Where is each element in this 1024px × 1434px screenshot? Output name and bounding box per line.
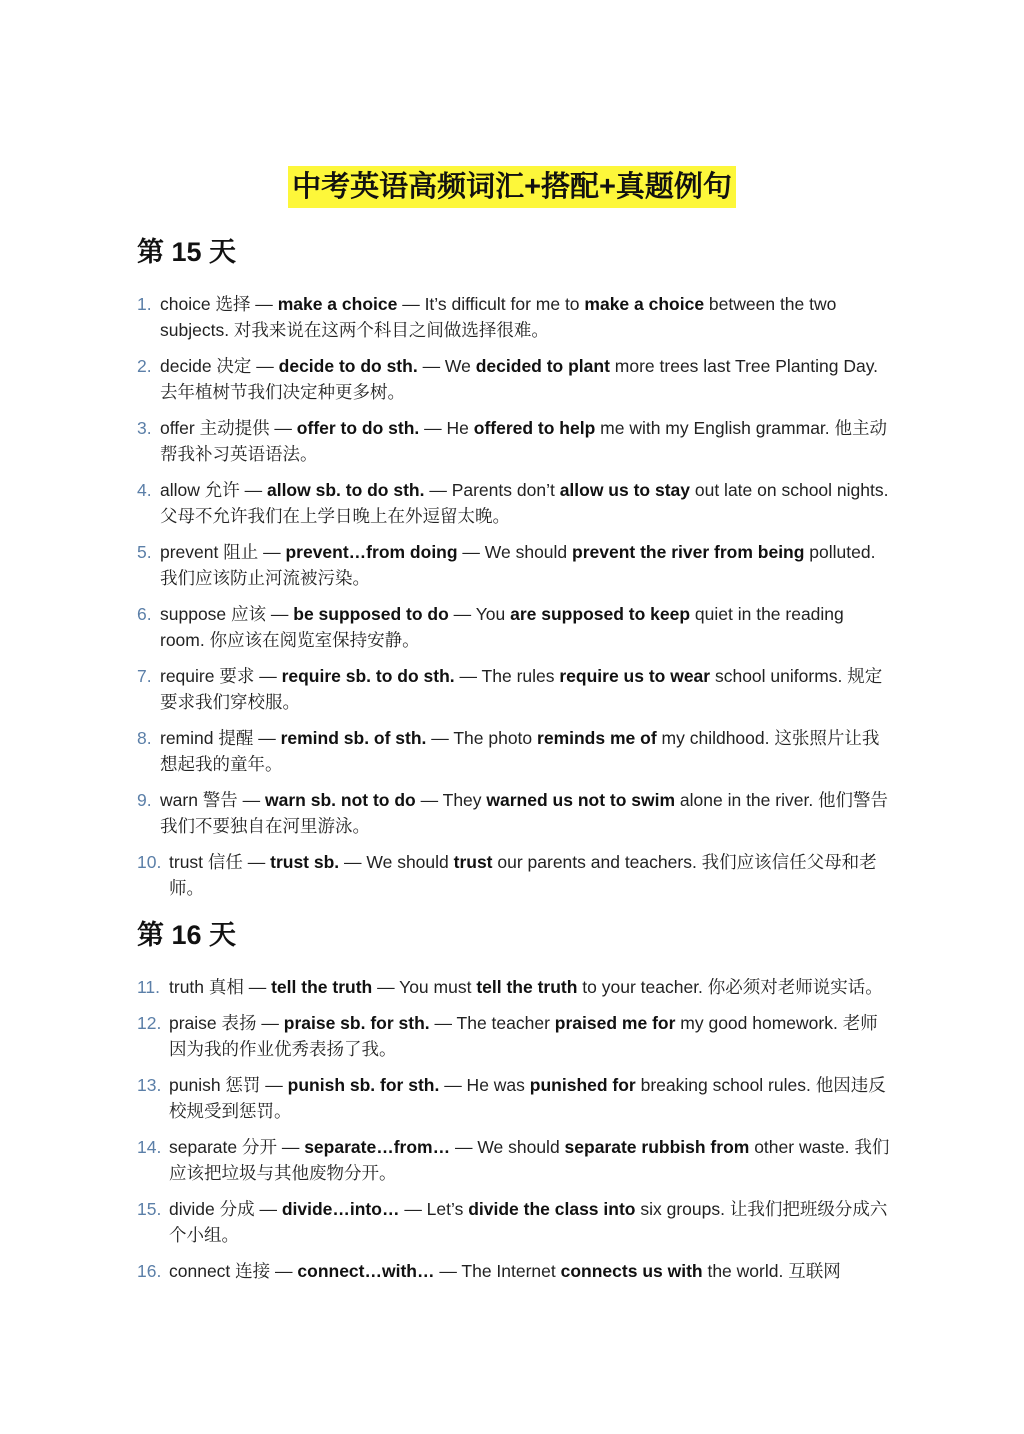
bold-phrase: praise sb. for sth.: [283, 1013, 430, 1033]
item-text: connect 连接 —: [169, 1261, 298, 1281]
item-text: me with my English grammar. 他主动帮我补习英语语法。: [160, 418, 888, 464]
bold-phrase: separate rubbish from: [564, 1137, 750, 1157]
item-text: require 要求 —: [160, 666, 282, 686]
list-item: [137, 291, 892, 343]
item-text: — You: [448, 604, 511, 624]
bold-phrase: warned us not to swim: [486, 790, 676, 810]
item-number: 3.: [137, 418, 152, 438]
item-text: — We should: [450, 1137, 565, 1157]
item-text: — They: [415, 790, 487, 810]
section-heading: 第 16 天: [137, 920, 237, 950]
item-text: quiet in the reading room. 你应该在阅览室保持安静。: [160, 604, 844, 650]
bold-phrase: tell the truth: [476, 977, 578, 997]
bold-phrase: warn sb. not to do: [265, 790, 416, 810]
bold-phrase: separate…from…: [304, 1137, 451, 1157]
list-item: [137, 974, 892, 1000]
item-text: choice 选择 —: [160, 294, 278, 314]
vocab-list: [137, 974, 892, 1284]
list-item: [137, 353, 892, 405]
item-text: alone in the river. 他们警告我们不要独自在河里游泳。: [160, 790, 889, 836]
bold-phrase: trust sb.: [270, 852, 340, 872]
item-text: praise 表扬 —: [169, 1013, 284, 1033]
list-item: [137, 787, 892, 839]
section-day-16: [137, 918, 892, 1294]
item-number: 1.: [137, 294, 152, 314]
item-text: punish 惩罚 —: [169, 1075, 288, 1095]
vocab-list: [137, 291, 892, 901]
item-number: 8.: [137, 728, 152, 748]
bold-phrase: allow sb. to do sth.: [266, 480, 425, 500]
bold-phrase: punished for: [529, 1075, 636, 1095]
item-text: six groups. 让我们把班级分成六个小组。: [169, 1199, 888, 1245]
section-day-15: [137, 235, 892, 911]
item-text: — The teacher: [429, 1013, 555, 1033]
item-text: — Let’s: [399, 1199, 469, 1219]
section-heading: 第 15 天: [137, 237, 237, 267]
item-text: polluted. 我们应该防止河流被污染。: [160, 542, 876, 588]
item-number: 7.: [137, 666, 152, 686]
item-text: divide 分成 —: [169, 1199, 282, 1219]
list-item: [137, 663, 892, 715]
bold-phrase: divide the class into: [468, 1199, 636, 1219]
bold-phrase: decide to do sth.: [278, 356, 418, 376]
bold-phrase: are supposed to keep: [510, 604, 691, 624]
item-number: 10.: [137, 852, 162, 872]
list-item: [137, 1258, 892, 1284]
list-item: [137, 415, 892, 467]
item-number: 5.: [137, 542, 152, 562]
bold-phrase: prevent the river from being: [572, 542, 805, 562]
item-text: remind 提醒 —: [160, 728, 281, 748]
list-item: [137, 1010, 892, 1062]
item-number: 16.: [137, 1261, 162, 1281]
title-wrap: [0, 166, 1024, 208]
bold-phrase: divide…into…: [281, 1199, 400, 1219]
item-text: — The Internet: [434, 1261, 561, 1281]
list-item: [137, 539, 892, 591]
bold-phrase: make a choice: [277, 294, 398, 314]
item-text: — We should: [339, 852, 454, 872]
item-text: decide 决定 —: [160, 356, 279, 376]
item-text: between the two subjects. 对我来说在这两个科目之间做选择很难。: [160, 294, 837, 340]
bold-phrase: offer to do sth.: [296, 418, 420, 438]
item-text: — Parents don’t: [424, 480, 560, 500]
list-item: [137, 477, 892, 529]
item-text: my childhood. 这张照片让我想起我的童年。: [160, 728, 880, 774]
bold-phrase: praised me for: [554, 1013, 676, 1033]
item-text: truth 真相 —: [169, 977, 272, 997]
bold-phrase: allow us to stay: [559, 480, 690, 500]
list-item: [137, 725, 892, 777]
item-text: separate 分开 —: [169, 1137, 305, 1157]
list-item: [137, 1072, 892, 1124]
bold-phrase: punish sb. for sth.: [287, 1075, 440, 1095]
item-text: — You must: [372, 977, 477, 997]
bold-phrase: trust: [453, 852, 493, 872]
item-text: more trees last Tree Planting Day. 去年植树节我们决定种更多树。: [160, 356, 879, 402]
item-text: other waste. 我们应该把垃圾与其他废物分开。: [169, 1137, 890, 1183]
list-item: [137, 1134, 892, 1186]
item-text: — He: [419, 418, 474, 438]
item-text: my good homework. 老师因为我的作业优秀表扬了我。: [169, 1013, 878, 1059]
bold-phrase: connect…with…: [297, 1261, 435, 1281]
bold-phrase: connects us with: [560, 1261, 703, 1281]
bold-phrase: require sb. to do sth.: [281, 666, 455, 686]
item-number: 11.: [137, 977, 161, 997]
item-number: 4.: [137, 480, 152, 500]
list-item: [137, 849, 892, 901]
item-text: out late on school nights. 父母不允许我们在上学日晚上在外逗留太晚。: [160, 480, 889, 526]
item-number: 9.: [137, 790, 152, 810]
item-number: 6.: [137, 604, 152, 624]
bold-phrase: require us to wear: [559, 666, 711, 686]
item-number: 15.: [137, 1199, 162, 1219]
bold-phrase: remind sb. of sth.: [280, 728, 427, 748]
item-text: the world. 互联网: [702, 1261, 841, 1281]
bold-phrase: offered to help: [473, 418, 596, 438]
item-text: offer 主动提供 —: [160, 418, 297, 438]
item-text: — The rules: [454, 666, 560, 686]
item-text: — He was: [439, 1075, 530, 1095]
item-text: — It’s difficult for me to: [397, 294, 585, 314]
item-text: to your teacher. 你必须对老师说实话。: [577, 977, 883, 997]
item-text: school uniforms. 规定要求我们穿校服。: [160, 666, 883, 712]
item-text: breaking school rules. 他因违反校规受到惩罚。: [169, 1075, 886, 1121]
bold-phrase: make a choice: [584, 294, 705, 314]
item-text: warn 警告 —: [160, 790, 266, 810]
item-text: our parents and teachers. 我们应该信任父母和老师。: [169, 852, 877, 898]
bold-phrase: prevent…from doing: [285, 542, 458, 562]
item-text: — We should: [457, 542, 573, 562]
bold-phrase: reminds me of: [537, 728, 657, 748]
bold-phrase: decided to plant: [475, 356, 610, 376]
list-item: [137, 1196, 892, 1248]
item-text: allow 允许 —: [160, 480, 267, 500]
bold-phrase: tell the truth: [271, 977, 373, 997]
item-number: 14.: [137, 1137, 162, 1157]
item-text: prevent 阻止 —: [160, 542, 286, 562]
item-text: suppose 应该 —: [160, 604, 294, 624]
page-title: 中考英语高频词汇+搭配+真题例句: [288, 166, 736, 208]
item-number: 12.: [137, 1013, 162, 1033]
item-text: trust 信任 —: [169, 852, 271, 872]
bold-phrase: be supposed to do: [293, 604, 449, 624]
item-text: — The photo: [426, 728, 538, 748]
list-item: [137, 601, 892, 653]
item-text: — We: [417, 356, 476, 376]
item-number: 13.: [137, 1075, 162, 1095]
item-number: 2.: [137, 356, 152, 376]
